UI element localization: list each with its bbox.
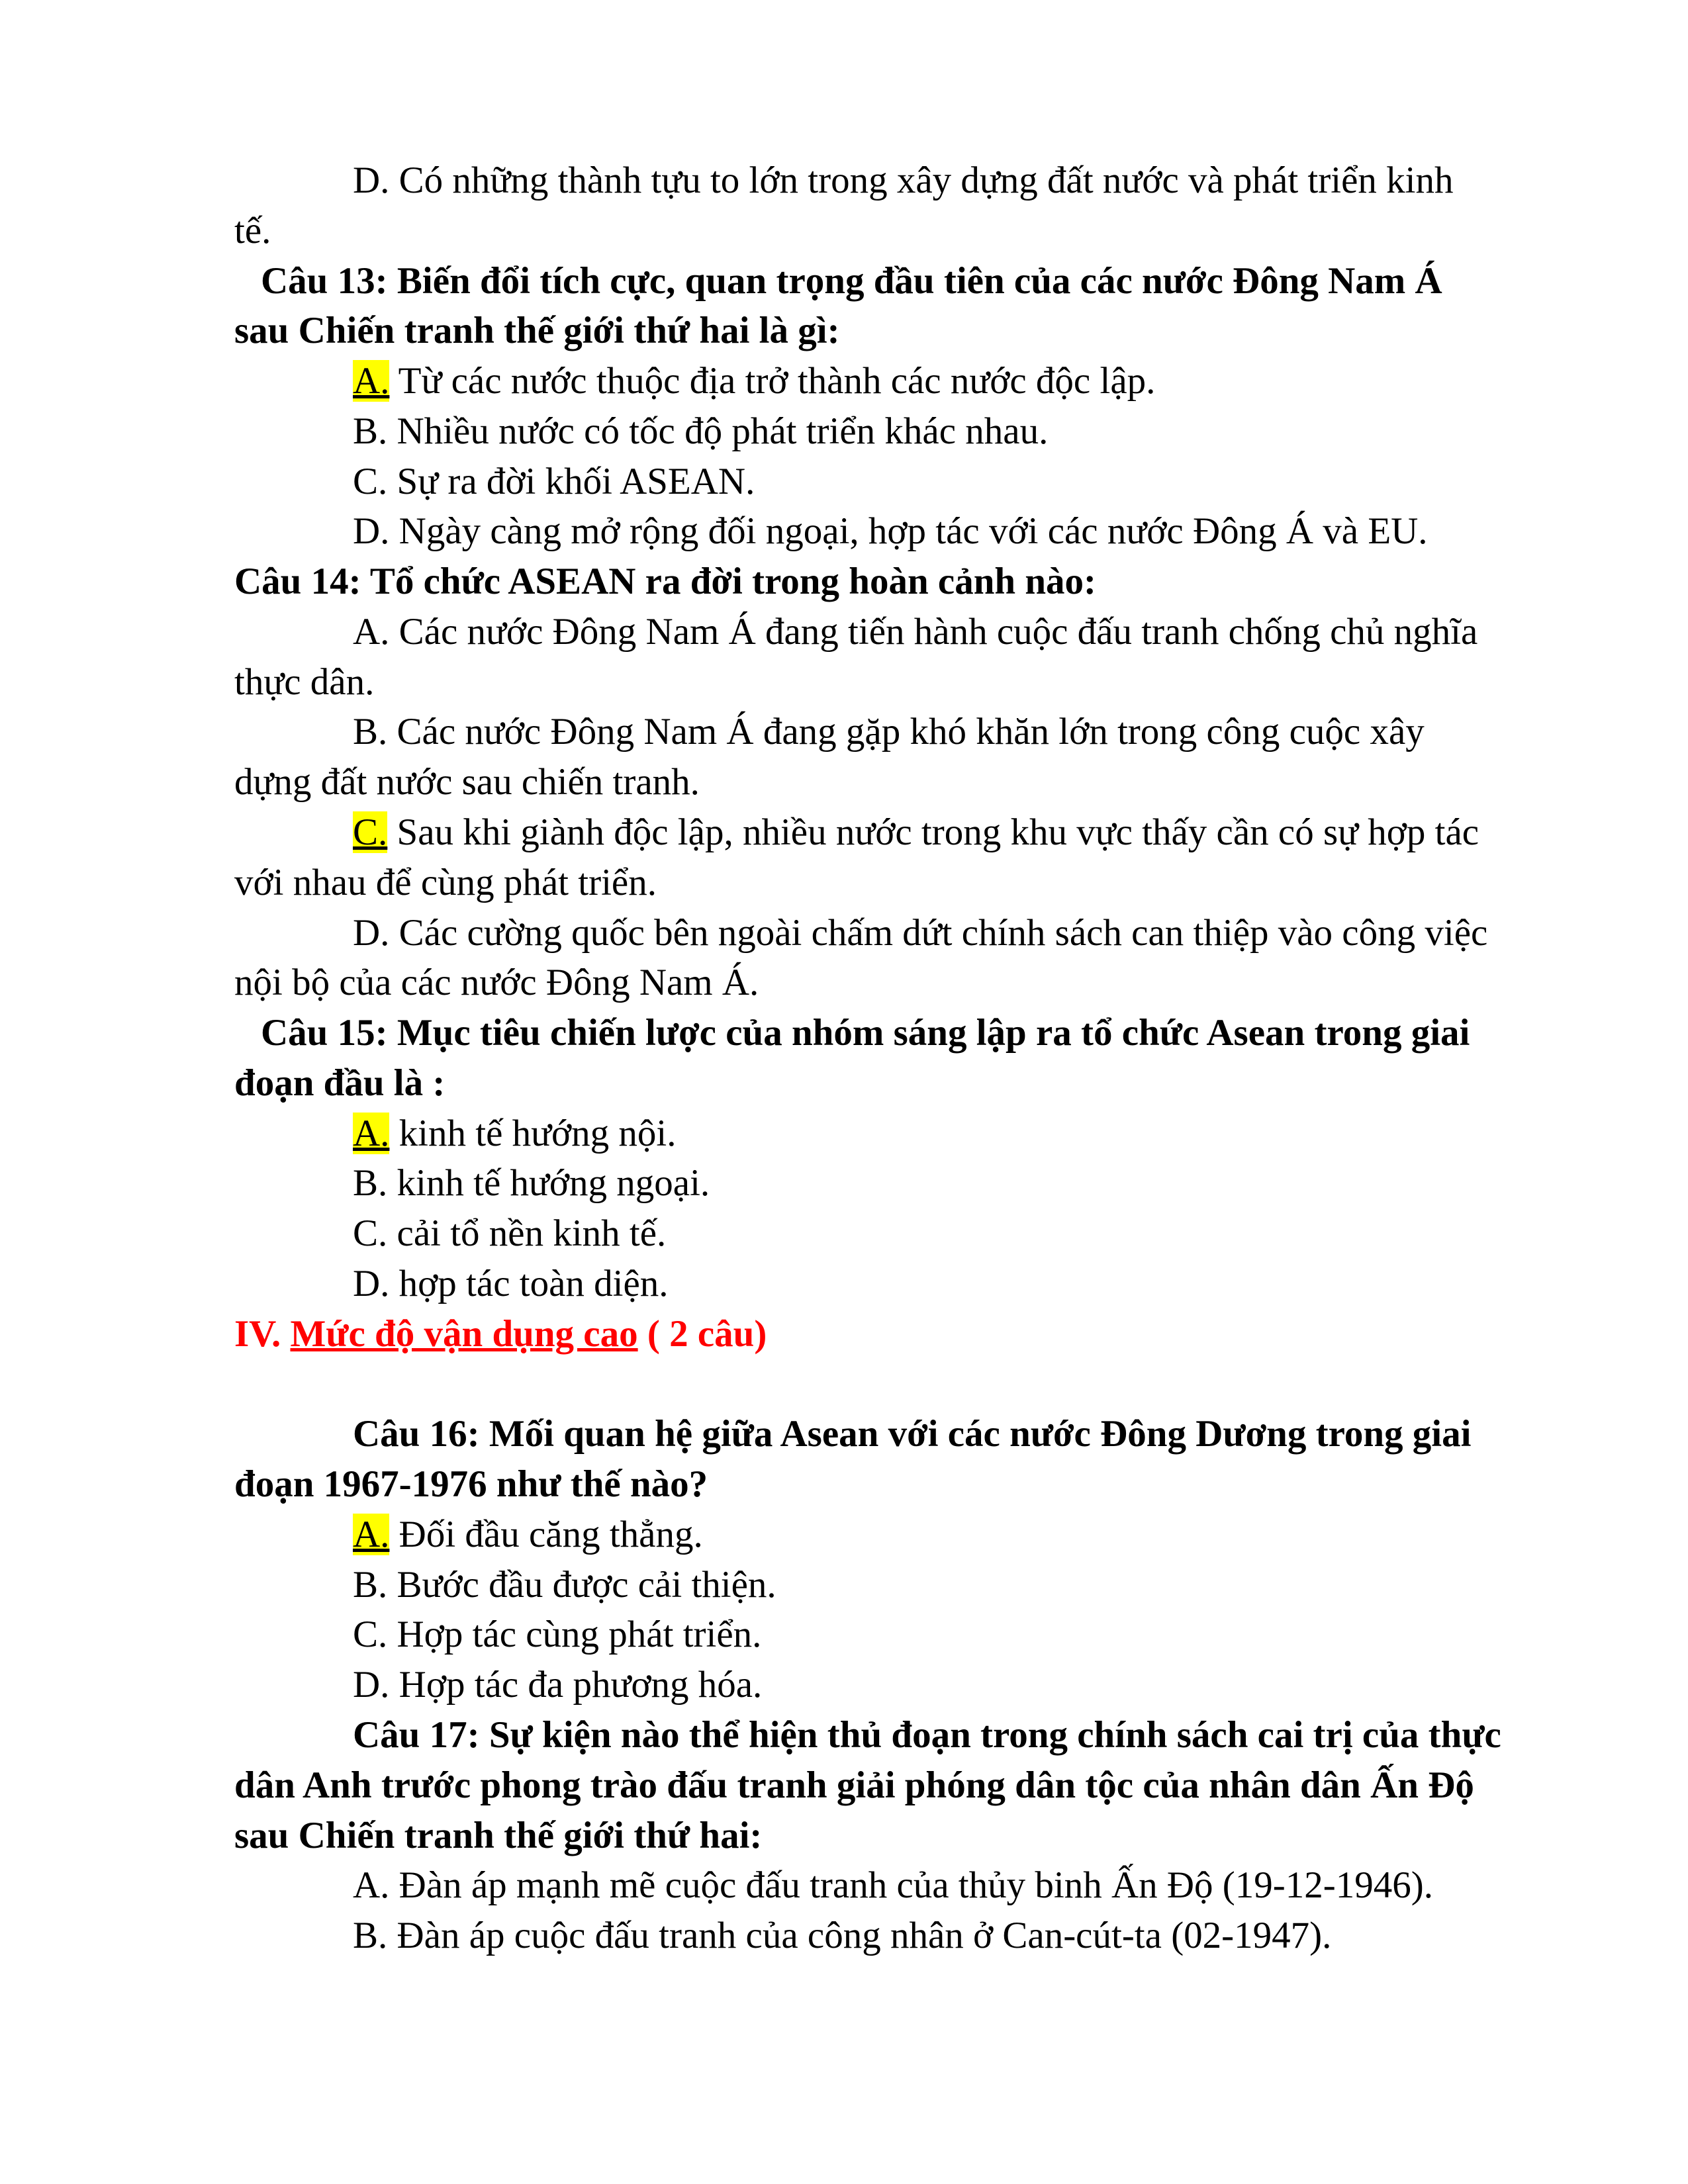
section-title: Mức độ vận dụng cao (290, 1313, 638, 1355)
q12-option-d-line1: D. Có những thành tựu to lớn trong xây dựng đất nước và phát triển kinh (353, 159, 1454, 201)
q15-option-d: D. hợp tác toàn diện. (353, 1263, 669, 1304)
q12-option-d-line2: tế. (234, 210, 271, 251)
q16-title-line1: Câu 16: Mối quan hệ giữa Asean với các nước Đông Dương trong giai (353, 1413, 1472, 1455)
q17-option-a: A. Đàn áp mạnh mẽ cuộc đấu tranh của thủy binh Ấn Độ (19-12-1946). (353, 1864, 1433, 1906)
q13-option-d: D. Ngày càng mở rộng đối ngoại, hợp tác với các nước Đông Á và EU. (353, 510, 1428, 552)
answer-key-highlight: A. (353, 1113, 390, 1154)
q16-option-c: C. Hợp tác cùng phát triển. (353, 1614, 762, 1655)
q16-option-b: B. Bước đầu được cải thiện. (353, 1564, 776, 1606)
q14-option-c-line1: C. Sau khi giành độc lập, nhiều nước trong khu vực thấy cần có sự hợp tác (353, 811, 1479, 853)
q17-title-line2: dân Anh trước phong trào đấu tranh giải phóng dân tộc của nhân dân Ấn Độ (234, 1764, 1474, 1806)
q14-option-b-line1: B. Các nước Đông Nam Á đang gặp khó khăn lớn trong công cuộc xây (353, 711, 1425, 752)
q14-option-d-line2: nội bộ của các nước Đông Nam Á. (234, 962, 759, 1003)
q13-option-b: B. Nhiều nước có tốc độ phát triển khác nhau. (353, 410, 1049, 452)
q16-option-a: A. Đối đầu căng thẳng. (353, 1514, 703, 1555)
q14-option-a-line2: thực dân. (234, 661, 375, 703)
q15-option-c: C. cải tổ nền kinh tế. (353, 1212, 667, 1254)
section-heading: IV. Mức độ vận dụng cao ( 2 câu) (234, 1313, 767, 1355)
q17-option-b: B. Đàn áp cuộc đấu tranh của công nhân ở Can-cút-ta (02-1947). (353, 1915, 1332, 1956)
q15-option-b: B. kinh tế hướng ngoại. (353, 1162, 710, 1204)
q14-option-a-line1: A. Các nước Đông Nam Á đang tiến hành cuộc đấu tranh chống chủ nghĩa (353, 611, 1478, 653)
q16-title-line2: đoạn 1967-1976 như thế nào? (234, 1463, 708, 1505)
q14-option-c-line2: với nhau để cùng phát triển. (234, 862, 657, 903)
q17-title-line3: sau Chiến tranh thế giới thứ hai: (234, 1815, 763, 1856)
q15-option-a: A. kinh tế hướng nội. (353, 1113, 677, 1154)
q13-option-a: A. Từ các nước thuộc địa trở thành các nước độc lập. (353, 360, 1156, 402)
q17-title-line1: Câu 17: Sự kiện nào thể hiện thủ đoạn trong chính sách cai trị của thực (353, 1714, 1501, 1756)
answer-key-highlight: A. (353, 360, 390, 402)
q15-title-line1: Câu 15: Mục tiêu chiến lược của nhóm sáng lập ra tổ chức Asean trong giai (261, 1012, 1470, 1054)
q13-title-line1: Câu 13: Biến đổi tích cực, quan trọng đầu tiên của các nước Đông Nam Á (261, 260, 1442, 302)
answer-key-highlight: A. (353, 1514, 390, 1555)
q13-title-line2: sau Chiến tranh thế giới thứ hai là gì: (234, 310, 840, 351)
q14-option-b-line2: dựng đất nước sau chiến tranh. (234, 761, 700, 803)
q14-title: Câu 14: Tổ chức ASEAN ra đời trong hoàn cảnh nào: (234, 561, 1097, 602)
q16-option-d: D. Hợp tác đa phương hóa. (353, 1664, 763, 1706)
q15-title-line2: đoạn đầu là : (234, 1062, 445, 1104)
q14-option-d-line1: D. Các cường quốc bên ngoài chấm dứt chính sách can thiệp vào công việc (353, 912, 1488, 954)
answer-key-highlight: C. (353, 811, 388, 853)
q13-option-c: C. Sự ra đời khối ASEAN. (353, 461, 755, 502)
